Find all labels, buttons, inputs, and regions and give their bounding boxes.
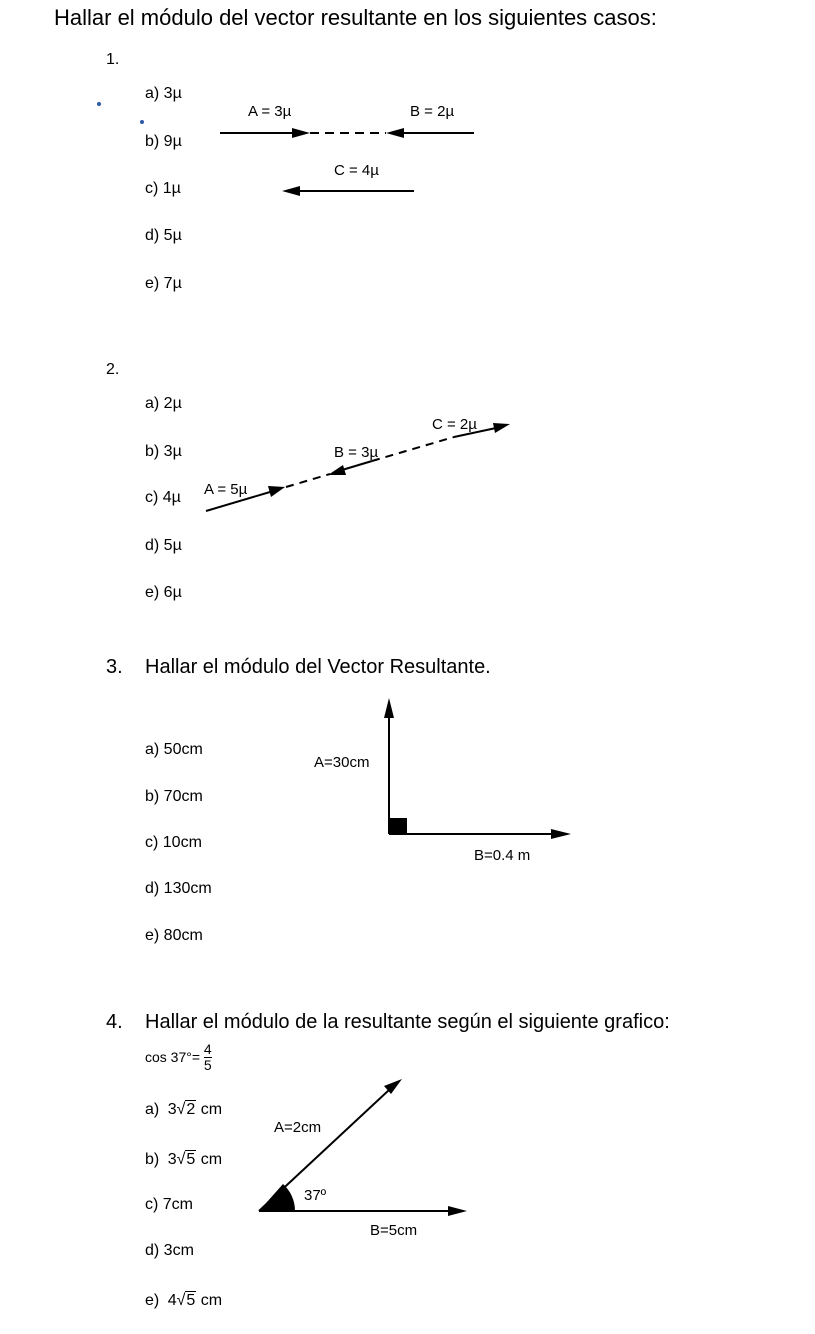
q4-option-e-coef: 4 [167, 1292, 177, 1309]
q3-heading: Hallar el módulo del Vector Resultante. [145, 656, 491, 678]
q4-number: 4. [106, 1011, 123, 1033]
q2-option-e[interactable]: e) 6µ [145, 584, 182, 601]
q4-cos-numerator: 4 [203, 1041, 212, 1057]
q3-label-b: B=0.4 m [474, 847, 531, 864]
q2-number: 2. [106, 361, 120, 378]
sqrt-icon: √ [176, 1292, 186, 1309]
q2-label-a: A = 5µ [204, 481, 248, 498]
q4-option-a-coef: 3 [167, 1101, 177, 1118]
q4-option-b-coef: 3 [167, 1151, 177, 1168]
q4-label-a: A=2cm [274, 1119, 322, 1136]
q2-option-a[interactable]: a) 2µ [145, 395, 182, 412]
q1-option-e[interactable]: e) 7µ [145, 275, 182, 292]
q4-cos-denominator: 5 [203, 1056, 212, 1073]
q1-number: 1. [106, 51, 120, 68]
q3-option-a[interactable]: a) 50cm [145, 741, 203, 758]
q3-option-d[interactable]: d) 130cm [145, 880, 212, 897]
sqrt-icon: √ [176, 1151, 186, 1168]
q4-vector-a [259, 1079, 402, 1211]
q1-option-c[interactable]: c) 1µ [145, 180, 181, 197]
q3-number: 3. [106, 656, 123, 678]
q1-label-a: A = 3µ [248, 103, 292, 120]
q1-option-a[interactable]: a) 3µ [145, 85, 182, 102]
q4-option-a-unit: cm [200, 1101, 223, 1118]
q4-label-angle: 37º [304, 1187, 327, 1204]
q4-option-a-radicand: 2 [186, 1101, 196, 1118]
q2-option-d[interactable]: d) 5µ [145, 537, 182, 554]
q4-option-b-radicand: 5 [186, 1151, 196, 1168]
q1-label-c: C = 4µ [334, 162, 379, 179]
q3-label-a: A=30cm [314, 754, 370, 771]
q3-option-c[interactable]: c) 10cm [145, 834, 202, 851]
q4-option-c[interactable]: c) 7cm [145, 1196, 193, 1213]
q2-label-c: C = 2µ [432, 416, 477, 433]
q4-option-d[interactable]: d) 3cm [145, 1242, 194, 1259]
q4-option-a-prefix: a) [145, 1101, 160, 1118]
sqrt-icon: √ [176, 1101, 186, 1118]
page-title: Hallar el módulo del vector resultante en los siguientes casos: [54, 5, 657, 30]
q2-label-b: B = 3µ [334, 444, 379, 461]
q4-cos-prefix: cos 37°= [145, 1049, 201, 1066]
q2-option-b[interactable]: b) 3µ [145, 443, 182, 460]
q3-option-b[interactable]: b) 70cm [145, 788, 203, 805]
q2-option-c[interactable]: c) 4µ [145, 489, 181, 506]
q4-label-b: B=5cm [370, 1222, 418, 1239]
q1-option-b[interactable]: b) 9µ [145, 133, 182, 150]
q4-option-b-prefix: b) [145, 1151, 160, 1168]
q4-option-e-prefix: e) [145, 1292, 160, 1309]
q4-option-b-unit: cm [200, 1151, 223, 1168]
q4-option-e-radicand: 5 [186, 1292, 196, 1309]
q4-heading: Hallar el módulo de la resultante según el siguiente grafico: [145, 1011, 670, 1033]
q4-option-e-unit: cm [200, 1292, 223, 1309]
q1-label-b: B = 2µ [410, 103, 455, 120]
q3-option-e[interactable]: e) 80cm [145, 927, 203, 944]
q1-option-d[interactable]: d) 5µ [145, 227, 182, 244]
